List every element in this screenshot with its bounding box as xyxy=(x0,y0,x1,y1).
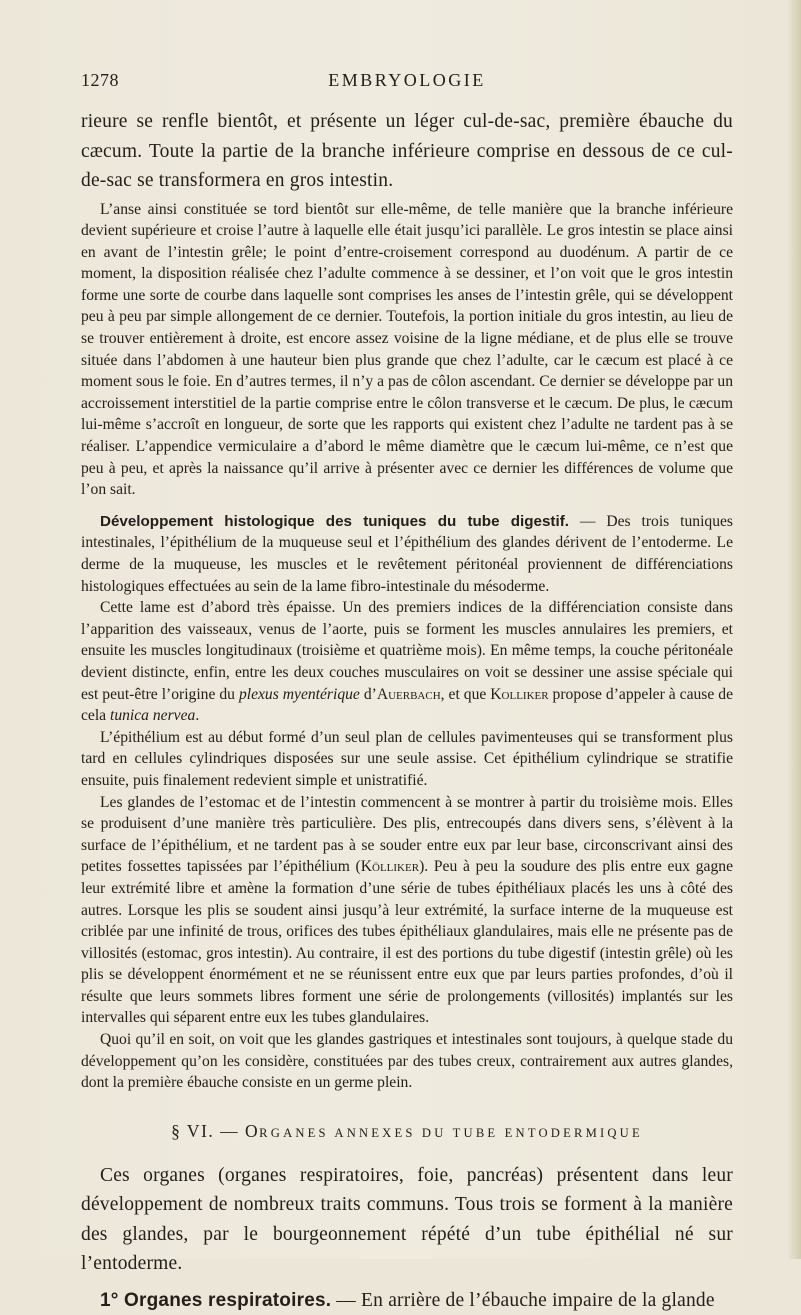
lame-text-4: propose d’appeler à cause de cela xyxy=(81,685,733,725)
section-heading xyxy=(81,1121,733,1142)
page-header xyxy=(81,70,733,94)
author-kolliker: Kolliker xyxy=(490,685,549,703)
lame-italic-plexus: plexus myentérique xyxy=(238,685,360,703)
paragraph-epithelium: L’épithélium est au début formé d’un seul plan de cellules pavimenteuses qui se transforment plus tard en cellules cylindriques disposées sur une seule assise. Cet épithélium cylindrique se stratifie ensuite, puis finalement redevient simple et unistratifié. xyxy=(81,728,733,789)
paragraph-heading-developpement: Développement histologique des tuniques du tube digestif. xyxy=(100,512,569,530)
paragraph-intro: rieure se renfle bientôt, et présente un léger cul-de-sac, première ébauche du cæcum. Toute la partie de la branche inférieure comprise en dessous de ce cul-de-sac se transformera en gros intestin. xyxy=(81,111,733,191)
page-number: 1278 xyxy=(81,70,119,90)
lame-italic-tunica: tunica nervea xyxy=(110,707,196,725)
author-auerbach: Auerbach xyxy=(376,685,441,703)
running-title: EMBRYOLOGIE xyxy=(328,70,486,90)
paragraph-respiratoires-text: — En arrière de l’ébauche impaire de la glande xyxy=(331,1289,715,1311)
glandes-text-1: Les glandes de l’estomac et de l’intestin commencent à se montrer à partir du troisième mois. Elles se produisent d’une manière très particulière. Des plis, entrecoupés dans divers sens, s’élèvent à la surface de l’épithélium, et ne tardent pas à se souder entre eux par leur base, circonscrivant ainsi des petites fossettes tapissées par l’épithélium ( xyxy=(81,793,733,876)
paragraph-respiratoires xyxy=(81,1286,733,1315)
lame-text-3: , et que xyxy=(440,685,491,703)
section-title-rest: RGANES ANNEXES DU TUBE ENTODERMIQUE xyxy=(259,1125,643,1140)
paragraph-lame xyxy=(81,597,733,727)
lame-text-2: d’ xyxy=(359,685,377,703)
page-edge-shadow xyxy=(787,0,801,1259)
section-title-initial: O xyxy=(245,1120,260,1141)
author-kolliker-2: Kölliker xyxy=(360,858,420,876)
paragraph-organes: Ces organes (organes respiratoires, foie, pancréas) présentent dans leur développement de nombreux traits communs. Tous trois se forment à la manière des glandes, par le bourgeonnement répété d’un tube épithélial né sur l’entoderme. xyxy=(81,1164,733,1275)
glandes-text-2: ). Peu à peu la soudure des plis entre eux gagne leur extrémité libre et amène la formation d’une série de tubes épithéliaux placés les uns à côté des autres. Lorsque les plis se soudent ainsi jusqu’à leur extrémité, la surface interne de la muqueuse est criblée par une infinité de trous, orifices des tubes épithéliaux glandulaires, mais elle ne présente pas de villosités (estomac, gros intestin). Au contraire, il est des portions du tube digestif (intestin grêle) où les plis se développent énormément et ne se réunissent entre eux que par leurs parties profondes, d’où il résulte que leurs sommets libres forment une série de prolongements (villosités) implantés sur les intervalles qui séparent entre eux les tubes glandulaires. xyxy=(81,858,733,1027)
paragraph-anse: L’anse ainsi constituée se tord bientôt sur elle-même, de telle manière que la branche inférieure devient supérieure et croise l’autre à laquelle elle était jusqu’ici parallèle. Le gros intestin se place ainsi en avant de l’intestin grêle; le point d’entre-croisement correspond au duodénum. A partir de ce moment, la disposition réalisée chez l’adulte commence à se dessiner, et l’on voit que le gros intestin forme une sorte de courbe dans laquelle sont comprises les anses de l’intestin grêle, qui se développent peu à peu par simple allongement de ce dernier. Toutefois, la portion initiale du gros intestin, au lieu de se trouver entièrement à droite, est encore assez voisine de la ligne médiane, et de plus elle se trouve située dans l’abdomen à une hauteur bien plus grande que chez l’adulte, car le cæcum est placé à ce moment sous le foie. En d’autres termes, il n’y a pas de côlon ascendant. Ce dernier se développe par un accroissement interstitiel de la partie comprise entre le côlon transverse et le cæcum. De plus, le cæcum lui-même s’accroît en longueur, de sorte que les rapports qui existent chez l’adulte ne tardent pas à se réaliser. L’appendice vermiculaire a d’abord le même diamètre que le cæcum lui-même, ce n’est que peu à peu, et après la naissance qu’il arrive à présenter avec ce dernier les différences de volume que l’on sait. xyxy=(81,200,733,499)
paragraph-glandes xyxy=(81,792,733,1030)
lame-text-1: Cette lame est d’abord très épaisse. Un des premiers indices de la différenciation consiste dans l’apparition des vaisseaux, venus de l’aorte, puis se forment les muscles annulaires les premiers, et ensuite les muscles longitudinaux (troisième et quatrième mois). En même temps, la couche péritonéale devient distincte, enfin, entre les deux couches musculaires on voit se dessiner une assise spéciale qui est peut-être l’origine du xyxy=(81,599,733,703)
paragraph-quoi: Quoi qu’il en soit, on voit que les glandes gastriques et intestinales sont toujours, à quelque stade du développement qu’on les considère, constituées par des tubes creux, contrairement aux autres glandes, dont la première ébauche consiste en un germe plein. xyxy=(81,1031,733,1092)
lame-text-end: . xyxy=(195,707,200,725)
body-text xyxy=(81,107,733,1315)
paragraph-developpement xyxy=(81,511,733,597)
subheading-respiratoires: 1° Organes respiratoires. xyxy=(100,1289,332,1311)
paragraph-developpement-text: — Des trois tuniques intestinales, l’épithélium de la muqueuse seul et l’épithélium des glandes dérivent de l’entoderme. Le derme de la muqueuse, les muscles et le revêtement péritonéal proviennent de différenciations histologiques effectuées au sein de la lame fibro-intestinale du mésoderme. xyxy=(81,512,733,595)
section-number: § VI. — xyxy=(171,1120,246,1141)
